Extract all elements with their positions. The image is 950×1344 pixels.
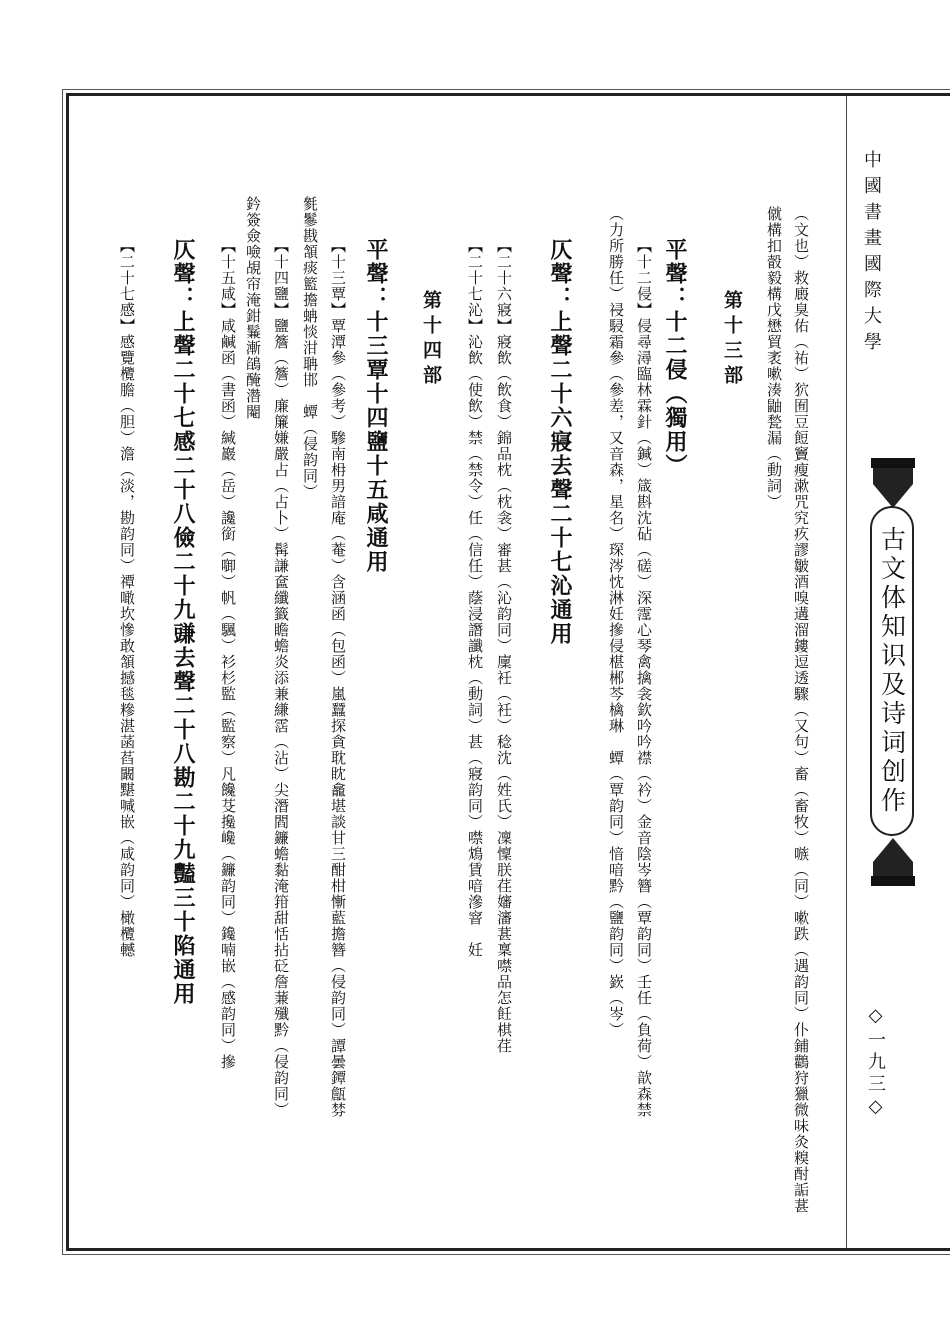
text-column: 平聲：十三覃十四鹽十五咸通用 — [363, 238, 389, 574]
text-column: 僦構扣瞉毅構戊懋貿袤嗽湊鼬甃漏（動詞） — [765, 206, 783, 510]
text-column: （文也）救廄臭佑（祐）狖囿豆餖竇瘦漱咒究疚謬皺酒嗅遘溜鏤逗透驟（又句）畜（畜牧）嗾（同）嗽跌（遇韵同）仆鋪鸛狩獵微味灸糗酎詬葚 — [792, 206, 810, 1214]
text-column: 【十四鹽】鹽簷（簷）廉簾嫌嚴占（占卜）髯謙奩纖籤瞻蟾炎添兼縑霑（沾）尖潛閻鐮蟾黏淹箝甜恬拈砭詹蒹殲黔（侵韵同） — [272, 238, 290, 1118]
text-column: 第十四部 — [420, 290, 442, 390]
book-title-cartouche — [868, 458, 918, 886]
cartouche-bottom-ornament — [873, 838, 913, 878]
cartouche-top-ornament — [873, 468, 913, 508]
text-column: 仄聲：上聲二十七感二十八儉二十九豏去聲二十八勘二十九豔三十陷通用 — [170, 238, 196, 1006]
text-column: （力所勝任）祲駸霜參（參差，又音森，星名）琛涔忱淋妊摻侵椹郴芩檎琳 蟫（覃韵同）愔喑黔（鹽韵同）嶔（岑） — [607, 206, 625, 1038]
text-column: 第十三部 — [721, 290, 743, 390]
text-column: 【十二侵】侵尋潯臨林霖針（鍼）箴斟沈砧（磋）深霪心琴禽擒衾欽吟吟襟（衿）金音陰岑簪（覃韵同）壬任（負荷）歆森禁 — [635, 238, 653, 1118]
text-column: 仄聲：上聲二十六寢去聲二十七沁通用 — [547, 238, 573, 646]
sidebar-divider — [846, 96, 847, 1248]
book-title: 古文体知识及诗词创作 — [877, 526, 907, 816]
publisher-name: 中國書畫國際大學 — [861, 150, 882, 358]
cartouche-frame — [870, 506, 914, 836]
text-column: 【二十七沁】沁飲（使飲）禁（禁令）任（信任）蔭浸譖讖枕（動詞）甚（寢韵同）噤鴆賃喑滲窨 妊 — [466, 238, 484, 958]
text-column: 毿鬖戡頷痰籃擔蚺惔泔聃邯 蟫（侵韵同） — [301, 196, 319, 500]
text-column: 【十三覃】覃潭參（參考）驂南枏男諳庵（菴）含涵函（包函）嵐蠶探貪耽眈龕堪談甘三酣柑慚藍擔簪（侵韵同）譚曇鐔甔棼 — [329, 238, 347, 1118]
text-column: 【二十七感】感覽欖膽（胆）澹（淡，勘韵同）禫噉坎慘敢頷撼毯糝湛菡萏闞黮喊嵌（咸韵同）橄欖轗 — [118, 238, 136, 958]
text-column: 【十五咸】咸鹹函（書函）緘巖（岳）讒銜（啣）帆（颿）衫杉監（監察）凡饞芟攙巉（鐮韵同）鑱喃嵌（感韵同）摻 — [219, 238, 237, 1070]
cartouche-bottom-bar — [871, 876, 915, 886]
text-column: 【二十六寢】寢飲（飲食）錦品枕（枕衾）審甚（沁韵同）廩衽（衽）稔沈（姓氏）凜懍朕荏嬸瀋葚稟噤品怎飪棋荏 — [495, 238, 513, 1054]
text-column: 鈐簽僉噞覘帘淹鉗鬑漸鵮醃濳閹 — [244, 196, 262, 420]
text-column: 平聲：十二侵（獨用） — [662, 238, 688, 478]
cartouche-top-bar — [871, 458, 915, 468]
page-number: ◇一九三◇ — [865, 1005, 886, 1121]
